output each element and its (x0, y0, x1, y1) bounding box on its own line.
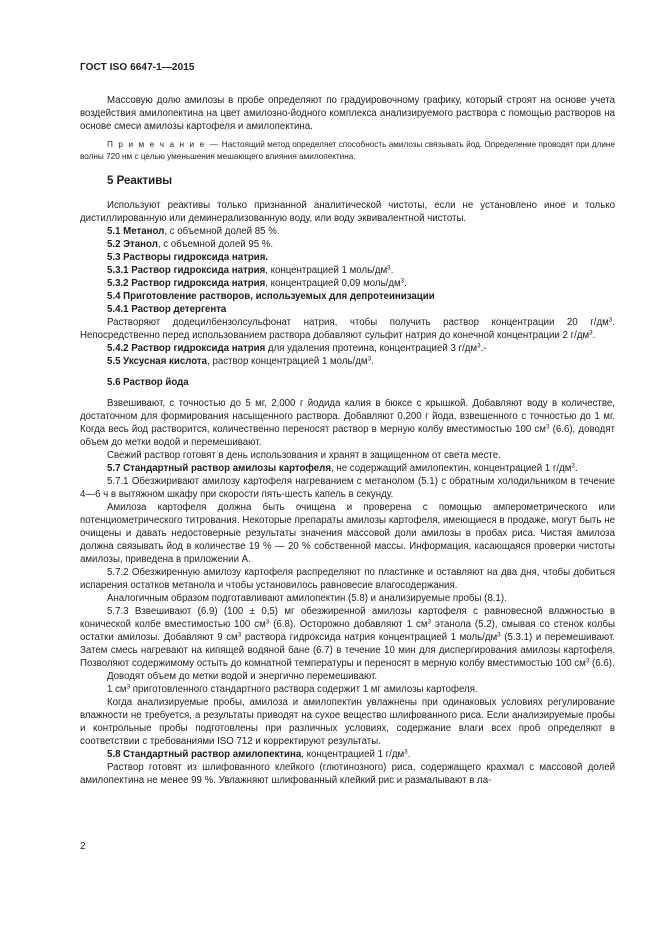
item-5-3-2: 5.3.2 Раствор гидроксида натрия, концентрацией 0,09 моль/$дм^3$. (107, 277, 407, 289)
paragraph-5-7-2b: Аналогичным образом подготавливают амилопектин (5.8) и анализируемые пробы (8.1). (107, 593, 507, 604)
paragraph-5-7-1b: Амилоза картофеля должна быть очищена и проверена с помощью амперометрического или потенциометрического титрования. Некоторые препараты амилозы картофеля, имеющиеся в продаже, могут быть не очищены и давать недостоверные результаты значения массовой доли амилозы в пробах риса. Чистая амилоза должна связывать йод в количестве 19 % — 20 % собственной массы. Информация, касающаяся проверки чистоты амилозы, приведена в приложении А. (80, 502, 615, 565)
item-5-3-1: 5.3.1 Раствор гидроксида натрия, концентрацией 1 моль/$дм^3$. (107, 264, 394, 276)
paragraph-5-7-3: 5.7.3 Взвешивают (6.9) (100 ± 0,5) мг обезжиренной амилозы картофеля с равновесной влажностью в конической колбе вместимостью 100 $см^3$ (6.8). Осторожно добавляют 1 $см^3$ этанола (5.2), смывая со стенок колбы остатки амилозы. Добавляют 9 $см^3$ раствора гидроксида натрия концентрацией 1 моль/$дм^3$ (5.3.1) и перемешивают. Затем смесь нагревают на кипящей водяной бане (6.7) в течение 10 мин для диспергирования амилозы картофеля. Позволяют содержимому остыть до комнатной температуры и переносят в мерную колбу вместимостью 100 $см^3$ (6.6). (80, 606, 615, 669)
item-5-2: 5.2 Этанол, с объемной долей 95 %. (107, 239, 274, 250)
page-body (80, 94, 615, 787)
page-number: 2 (80, 841, 86, 852)
note-text: Настоящий метод определяет способность амилозы связывать йод. Определение проводят при длине волны 720 нм с целью уменьшения мешающего влияния амилопектина. (80, 140, 615, 161)
paragraph-5-7-2: 5.7.2 Обезжиренную амилозу картофеля распределяют по пластинке и оставляют на два дня, чтобы добиться испарения остатков метанола и чтобы установилось равновесие влагосодержания. (80, 567, 615, 591)
intro-paragraph: Массовую долю амилозы в пробе определяют по градуировочному графику, который строят на основе учета воздействия амилопектина на цвет амилозно-йодного комплекса анализируемого раствора с помощью растворов на основе смеси амилозы картофеля и амилопектина. (80, 95, 615, 132)
item-5-5: 5.5 Уксусная кислота, раствор концентрацией 1 моль/$дм^3$. (107, 355, 374, 367)
note-label: П р и м е ч а н и е — (107, 140, 220, 149)
document-code: ГОСТ ISO 6647-1—2015 (80, 62, 195, 73)
paragraph-5-4-1: Растворяют додецилбензолсульфонат натрия, чтобы получить раствор концентрации 20 $г/дм^3$. Непосредственно перед использованием раствора добавляют сульфит натрия до конечной концентрации 2 $г/дм^3$. (80, 316, 615, 341)
section-title: 5 Реактивы (107, 175, 173, 187)
item-5-4-2: 5.4.2 Раствор гидроксида натрия для удаления протеина, концентрацией 3 $г/дм^3.-$ (107, 342, 487, 354)
item-5-7: 5.7 Стандартный раствор амилозы картофеля, не содержащий амилопектин, концентрацией 1 $г/дм^3$. (107, 462, 578, 474)
paragraph-5-7-3d: Когда анализируемые пробы, амилоза и амилопектин увлажнены при одинаковых условиях регулирование влажности не требуется, а результаты приводят на сухое вещество шлифованного риса. Если анализируемые пробы и контрольные пробы подготовлены при различных условиях, содержание влаги всех проб определяют в соответствии с требованиями ISO 712 и корректируют результаты. (80, 697, 615, 747)
paragraph-reagents: Используют реактивы только признанной аналитической чистоты, если не установлено иное и только дистиллированную или деминерализованную воду, или воду эквивалентной чистоты. (80, 200, 615, 224)
item-5-4-1: 5.4.1 Раствор детергента (107, 304, 227, 315)
paragraph-5-6: Взвешивают, с точностью до 5 мг, 2,000 г йодида калия в бюксе с крышкой. Добавляют воду в количестве, достаточном для формирования насыщенного раствора. Добавляют 0,200 г йода, взвешенного с точностью до 1 мг. Когда весь йод растворится, количественно переносят раствор в мерную колбу вместимостью 100 $см^3$ (6.6), доводят объем до метки водой и перемешивают. (80, 398, 615, 448)
paragraph-5-7-3c: 1 $см^3$ приготовленного стандартного раствора содержит 1 мг амилозы картофеля. (107, 683, 478, 695)
paragraph-5-8: Раствор готовят из шлифованного клейкого (глютинозного) риса, содержащего крахмал с массовой долей амилопектина не менее 99 %. Увлажняют шлифованный клейкий рис и размалывают в ла- (80, 762, 615, 786)
item-5-6: 5.6 Раствор йода (107, 377, 189, 388)
item-5-3: 5.3 Растворы гидроксида натрия. (107, 252, 269, 263)
item-5-4: 5.4 Приготовление растворов, используемых для депротеинизации (107, 291, 435, 302)
paragraph-5-7-1: 5.7.1 Обезжиривают амилозу картофеля нагреванием с метанолом (5.1) с обратным холодильником в течение 4—6 ч в вытяжном шкафу при скорости пять-шесть капель в секунду. (80, 476, 615, 500)
note (80, 139, 615, 162)
item-5-8: 5.8 Стандартный раствор амилопектина, концентрацией 1 $г/дм^3$. (107, 748, 411, 760)
paragraph-5-7-3b: Доводят объем до метки водой и энергично перемешивают. (107, 671, 378, 682)
item-5-1: 5.1 Метанол, с объемной долей 85 %. (107, 226, 280, 237)
paragraph-5-6b: Свежий раствор готовят в день использования и хранят в защищенном от света месте. (107, 450, 501, 461)
